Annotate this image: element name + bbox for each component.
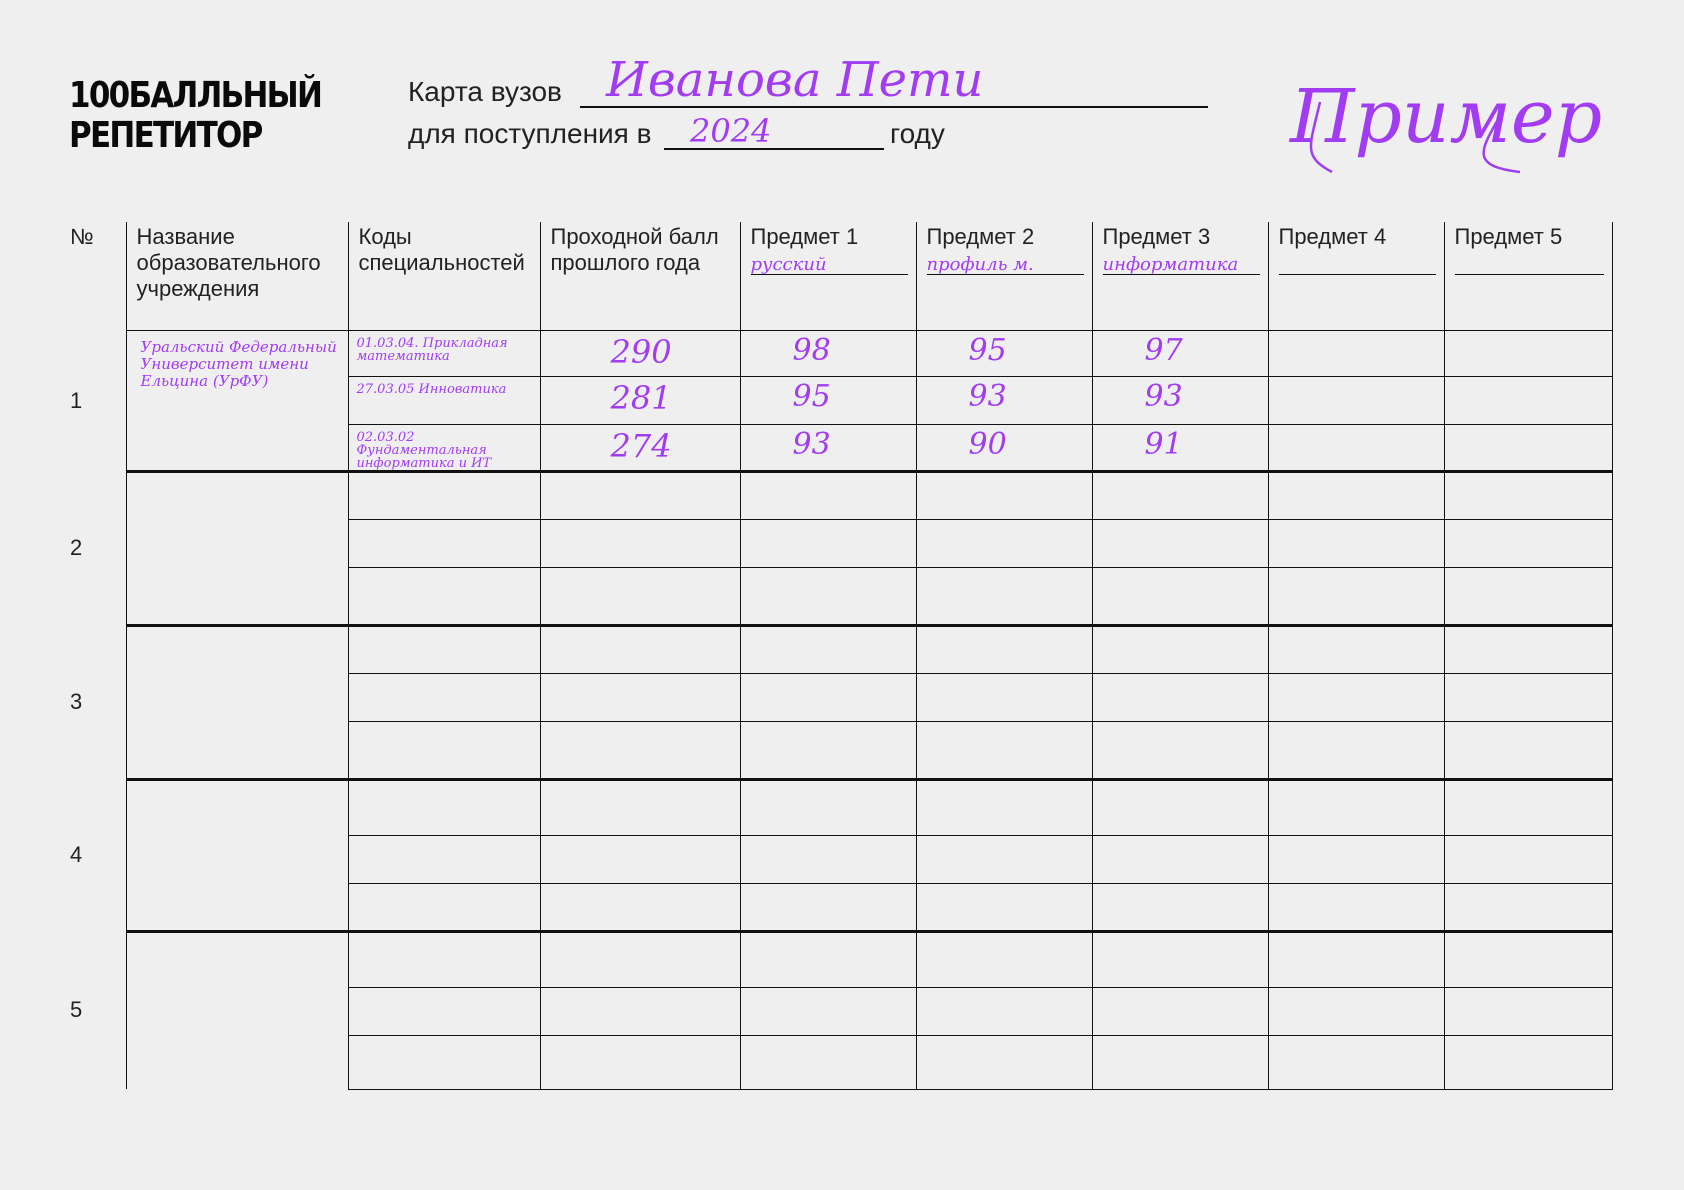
subject-3-cell[interactable] bbox=[1092, 673, 1268, 721]
subject-3-cell[interactable] bbox=[1092, 471, 1268, 519]
institution-cell[interactable] bbox=[126, 471, 348, 625]
institution-cell[interactable] bbox=[126, 931, 348, 1089]
table-header-row bbox=[60, 222, 1612, 330]
stamp-flourish-icon bbox=[1280, 56, 1620, 176]
passing-score-value bbox=[541, 722, 740, 724]
institution-cell[interactable] bbox=[126, 330, 348, 471]
subject-1-value bbox=[741, 781, 916, 783]
subject-1-cell[interactable] bbox=[740, 567, 916, 625]
passing-score-cell[interactable] bbox=[540, 625, 740, 673]
passing-score-cell[interactable] bbox=[540, 931, 740, 987]
header-passing-score: Проходной балл прошлого года bbox=[550, 224, 719, 275]
subject-2-cell[interactable] bbox=[916, 1035, 1092, 1089]
specialty-code-value bbox=[349, 988, 540, 994]
passing-score-cell[interactable] bbox=[540, 567, 740, 625]
passing-score-cell[interactable] bbox=[540, 721, 740, 779]
subject-3-value bbox=[1093, 781, 1268, 783]
subject-3-value bbox=[1093, 884, 1268, 886]
subject-5-value bbox=[1445, 988, 1612, 990]
subject-4-value bbox=[1269, 933, 1444, 935]
passing-score-value bbox=[541, 884, 740, 886]
subject-1-value: 98 bbox=[792, 332, 831, 368]
subject-5-cell[interactable] bbox=[1444, 424, 1612, 471]
subject-1-cell[interactable] bbox=[740, 625, 916, 673]
subject-1-value bbox=[741, 836, 916, 838]
subject-2-value bbox=[917, 988, 1092, 990]
subject-4-cell[interactable] bbox=[1268, 987, 1444, 1035]
specialty-code-value: 27.03.05 Инноватика bbox=[356, 381, 507, 397]
subject-2-cell[interactable] bbox=[916, 721, 1092, 779]
subject-1-cell[interactable] bbox=[740, 779, 916, 835]
subject-2-cell[interactable] bbox=[916, 883, 1092, 931]
subject-4-value bbox=[1269, 377, 1444, 379]
subject-2-value bbox=[917, 520, 1092, 522]
subject-2-value bbox=[917, 1036, 1092, 1038]
subject-1-cell[interactable] bbox=[740, 330, 916, 376]
subject-2-cell[interactable] bbox=[916, 835, 1092, 883]
subject-4-cell[interactable] bbox=[1268, 721, 1444, 779]
subject-4-cell[interactable] bbox=[1268, 673, 1444, 721]
subject-3-value bbox=[1093, 520, 1268, 522]
subject-2-cell[interactable] bbox=[916, 330, 1092, 376]
passing-score-value bbox=[541, 520, 740, 522]
subject-4-value bbox=[1269, 674, 1444, 676]
subject-5-value bbox=[1445, 781, 1612, 783]
title-prefix: Карта вузов bbox=[408, 76, 562, 107]
subject-5-value bbox=[1445, 884, 1612, 886]
subject-2-value: 95 bbox=[968, 332, 1007, 368]
subject-1-cell[interactable] bbox=[740, 835, 916, 883]
example-stamp-text: Пример bbox=[1290, 74, 1603, 160]
subject-1-value: 95 bbox=[792, 378, 831, 414]
subject-1-value bbox=[741, 568, 916, 570]
subject-1-cell[interactable] bbox=[740, 673, 916, 721]
subject-4-value bbox=[1269, 425, 1444, 427]
subject-5-cell[interactable] bbox=[1444, 376, 1612, 424]
passing-score-cell[interactable] bbox=[540, 519, 740, 567]
group-number: 3 bbox=[70, 689, 83, 714]
university-table bbox=[60, 222, 1613, 1090]
subject-3-value bbox=[1093, 674, 1268, 676]
subject-3-cell[interactable] bbox=[1092, 519, 1268, 567]
subject-1-value bbox=[741, 627, 916, 629]
header-subject-3: Предмет 3 bbox=[1102, 224, 1211, 249]
passing-score-cell[interactable] bbox=[540, 424, 740, 471]
passing-score-cell[interactable] bbox=[540, 1035, 740, 1089]
header-subject-1: Предмет 1 bbox=[750, 224, 859, 249]
subject-3-value bbox=[1093, 836, 1268, 838]
subject-name-1: русский bbox=[750, 254, 827, 275]
specialty-code-cell[interactable] bbox=[348, 330, 540, 376]
subject-2-value: 90 bbox=[968, 426, 1007, 462]
specialty-code-value bbox=[349, 933, 540, 939]
student-name: Ивановa Пети bbox=[606, 52, 984, 108]
subject-5-value bbox=[1445, 1036, 1612, 1038]
subject-1-cell[interactable] bbox=[740, 1035, 916, 1089]
passing-score-cell[interactable] bbox=[540, 835, 740, 883]
subject-5-value bbox=[1445, 674, 1612, 676]
subject-4-value bbox=[1269, 627, 1444, 629]
subject-5-cell[interactable] bbox=[1444, 471, 1612, 519]
subject-3-cell[interactable] bbox=[1092, 987, 1268, 1035]
passing-score-value bbox=[541, 781, 740, 783]
subject-4-value bbox=[1269, 568, 1444, 570]
subject-5-value bbox=[1445, 520, 1612, 522]
subject-3-cell[interactable] bbox=[1092, 1035, 1268, 1089]
subject-3-value bbox=[1093, 933, 1268, 935]
subject-5-value bbox=[1445, 722, 1612, 724]
specialty-code-cell[interactable] bbox=[348, 1035, 540, 1089]
subject-1-value bbox=[741, 520, 916, 522]
subject-name-line bbox=[1455, 274, 1604, 275]
subject-4-cell[interactable] bbox=[1268, 424, 1444, 471]
subject-name-line bbox=[1279, 274, 1436, 275]
subject-1-value bbox=[741, 933, 916, 935]
subject-3-value: 91 bbox=[1144, 426, 1183, 462]
subject-2-value: 93 bbox=[968, 378, 1007, 414]
passing-score-cell[interactable] bbox=[540, 376, 740, 424]
subject-3-value bbox=[1093, 1036, 1268, 1038]
title-line2-suffix: году bbox=[890, 118, 945, 149]
specialty-code-value bbox=[349, 781, 540, 787]
header-subject-4: Предмет 4 bbox=[1278, 224, 1387, 249]
header-subject-2: Предмет 2 bbox=[926, 224, 1035, 249]
specialty-code-value: 02.03.02 Фундаментальная информатика и ИТ bbox=[356, 429, 492, 471]
subject-5-value bbox=[1445, 331, 1612, 333]
subject-3-cell[interactable] bbox=[1092, 625, 1268, 673]
subject-1-value bbox=[741, 884, 916, 886]
specialty-code-value bbox=[349, 1036, 540, 1042]
subject-4-value bbox=[1269, 722, 1444, 724]
subject-1-cell[interactable] bbox=[740, 424, 916, 471]
specialty-code-cell[interactable] bbox=[348, 625, 540, 673]
specialty-code-cell[interactable] bbox=[348, 673, 540, 721]
subject-4-cell[interactable] bbox=[1268, 835, 1444, 883]
institution-cell[interactable] bbox=[126, 779, 348, 931]
subject-2-value bbox=[917, 674, 1092, 676]
specialty-code-cell[interactable] bbox=[348, 519, 540, 567]
brand-logo bbox=[69, 75, 322, 156]
subject-4-cell[interactable] bbox=[1268, 567, 1444, 625]
subject-5-value bbox=[1445, 377, 1612, 379]
subject-5-cell[interactable] bbox=[1444, 883, 1612, 931]
passing-score-cell[interactable] bbox=[540, 330, 740, 376]
passing-score-cell[interactable] bbox=[540, 987, 740, 1035]
subject-4-cell[interactable] bbox=[1268, 625, 1444, 673]
specialty-code-cell[interactable] bbox=[348, 376, 540, 424]
passing-score-value bbox=[541, 674, 740, 676]
subject-4-value bbox=[1269, 836, 1444, 838]
subject-5-value bbox=[1445, 425, 1612, 427]
table-row bbox=[60, 471, 1612, 519]
subject-5-cell[interactable] bbox=[1444, 1035, 1612, 1089]
subject-5-value bbox=[1445, 836, 1612, 838]
header-number: № bbox=[70, 224, 94, 249]
passing-score-cell[interactable] bbox=[540, 673, 740, 721]
subject-1-cell[interactable] bbox=[740, 931, 916, 987]
subject-2-value bbox=[917, 627, 1092, 629]
subject-5-cell[interactable] bbox=[1444, 835, 1612, 883]
subject-1-cell[interactable] bbox=[740, 376, 916, 424]
subject-2-value bbox=[917, 568, 1092, 570]
specialty-code-cell[interactable] bbox=[348, 883, 540, 931]
subject-1-cell[interactable] bbox=[740, 883, 916, 931]
subject-5-cell[interactable] bbox=[1444, 673, 1612, 721]
subject-2-cell[interactable] bbox=[916, 779, 1092, 835]
subject-5-cell[interactable] bbox=[1444, 519, 1612, 567]
subject-4-value bbox=[1269, 473, 1444, 475]
subject-4-value bbox=[1269, 884, 1444, 886]
subject-1-value bbox=[741, 722, 916, 724]
subject-4-cell[interactable] bbox=[1268, 519, 1444, 567]
subject-5-value bbox=[1445, 568, 1612, 570]
specialty-code-value bbox=[349, 627, 540, 633]
specialty-code-value bbox=[349, 674, 540, 680]
passing-score-cell[interactable] bbox=[540, 471, 740, 519]
specialty-code-cell[interactable] bbox=[348, 721, 540, 779]
specialty-code-value bbox=[349, 836, 540, 842]
passing-score-value: 290 bbox=[610, 332, 672, 371]
passing-score-value bbox=[541, 933, 740, 935]
subject-3-value: 97 bbox=[1144, 332, 1183, 368]
subject-2-value bbox=[917, 722, 1092, 724]
logo-line-1: 100БАЛЛЬНЫЙ bbox=[69, 75, 322, 116]
subject-4-cell[interactable] bbox=[1268, 1035, 1444, 1089]
passing-score-value bbox=[541, 473, 740, 475]
subject-3-cell[interactable] bbox=[1092, 376, 1268, 424]
specialty-code-value bbox=[349, 568, 540, 574]
subject-3-cell[interactable] bbox=[1092, 931, 1268, 987]
subject-4-cell[interactable] bbox=[1268, 779, 1444, 835]
table-row bbox=[60, 931, 1612, 987]
subject-1-value: 93 bbox=[792, 426, 831, 462]
subject-2-cell[interactable] bbox=[916, 987, 1092, 1035]
subject-3-cell[interactable] bbox=[1092, 330, 1268, 376]
group-number: 4 bbox=[70, 842, 83, 867]
passing-score-value bbox=[541, 836, 740, 838]
subject-4-value bbox=[1269, 781, 1444, 783]
subject-2-cell[interactable] bbox=[916, 931, 1092, 987]
passing-score-value: 274 bbox=[610, 426, 672, 465]
subject-5-cell[interactable] bbox=[1444, 779, 1612, 835]
subject-5-cell[interactable] bbox=[1444, 330, 1612, 376]
passing-score-value bbox=[541, 1036, 740, 1038]
subject-3-value bbox=[1093, 568, 1268, 570]
subject-3-cell[interactable] bbox=[1092, 721, 1268, 779]
subject-3-value bbox=[1093, 722, 1268, 724]
subject-4-cell[interactable] bbox=[1268, 376, 1444, 424]
specialty-code-cell[interactable] bbox=[348, 779, 540, 835]
subject-2-value bbox=[917, 836, 1092, 838]
example-stamp bbox=[1280, 56, 1620, 176]
header-subject-5: Предмет 5 bbox=[1454, 224, 1563, 249]
institution-name: Уральский Федеральный Университет имени Ельцина (УрФУ) bbox=[140, 337, 337, 390]
subject-3-cell[interactable] bbox=[1092, 424, 1268, 471]
specialty-code-cell[interactable] bbox=[348, 987, 540, 1035]
table-row bbox=[60, 625, 1612, 673]
subject-4-value bbox=[1269, 520, 1444, 522]
subject-2-value bbox=[917, 781, 1092, 783]
table-row bbox=[60, 779, 1612, 835]
subject-name-3: информатика bbox=[1102, 254, 1239, 275]
subject-2-cell[interactable] bbox=[916, 424, 1092, 471]
subject-4-value bbox=[1269, 1036, 1444, 1038]
specialty-code-cell[interactable] bbox=[348, 424, 540, 471]
passing-score-value bbox=[541, 988, 740, 990]
title-line2-prefix: для поступления в bbox=[408, 118, 652, 149]
subject-5-value bbox=[1445, 933, 1612, 935]
specialty-code-value bbox=[349, 722, 540, 728]
subject-5-cell[interactable] bbox=[1444, 721, 1612, 779]
subject-3-cell[interactable] bbox=[1092, 567, 1268, 625]
specialty-code-cell[interactable] bbox=[348, 835, 540, 883]
subject-3-value bbox=[1093, 627, 1268, 629]
passing-score-cell[interactable] bbox=[540, 883, 740, 931]
subject-5-cell[interactable] bbox=[1444, 987, 1612, 1035]
subject-4-cell[interactable] bbox=[1268, 931, 1444, 987]
subject-3-cell[interactable] bbox=[1092, 779, 1268, 835]
specialty-code-cell[interactable] bbox=[348, 471, 540, 519]
specialty-code-value bbox=[349, 473, 540, 479]
subject-2-value bbox=[917, 884, 1092, 886]
subject-2-cell[interactable] bbox=[916, 673, 1092, 721]
subject-4-cell[interactable] bbox=[1268, 883, 1444, 931]
specialty-code-cell[interactable] bbox=[348, 567, 540, 625]
specialty-code-cell[interactable] bbox=[348, 931, 540, 987]
subject-1-value bbox=[741, 473, 916, 475]
subject-3-cell[interactable] bbox=[1092, 883, 1268, 931]
subject-name-2: профиль м. bbox=[926, 254, 1034, 275]
subject-4-value bbox=[1269, 331, 1444, 333]
group-number: 2 bbox=[70, 535, 83, 560]
group-number: 5 bbox=[70, 997, 83, 1022]
subject-1-cell[interactable] bbox=[740, 471, 916, 519]
logo-line-2: РЕПЕТИТОР bbox=[69, 115, 262, 156]
subject-4-cell[interactable] bbox=[1268, 330, 1444, 376]
subject-3-cell[interactable] bbox=[1092, 835, 1268, 883]
subject-1-cell[interactable] bbox=[740, 519, 916, 567]
subject-2-cell[interactable] bbox=[916, 625, 1092, 673]
specialty-code-value: 01.03.04. Прикладная математика bbox=[356, 335, 508, 364]
subject-3-value: 93 bbox=[1144, 378, 1183, 414]
header-institution: Название образовательного учреждения bbox=[136, 224, 321, 301]
subject-2-value bbox=[917, 473, 1092, 475]
subject-1-value bbox=[741, 674, 916, 676]
subject-2-cell[interactable] bbox=[916, 471, 1092, 519]
subject-4-value bbox=[1269, 988, 1444, 990]
institution-cell[interactable] bbox=[126, 625, 348, 779]
specialty-code-value bbox=[349, 884, 540, 890]
subject-5-cell[interactable] bbox=[1444, 931, 1612, 987]
table-row bbox=[60, 330, 1612, 376]
year-value: 2024 bbox=[690, 112, 772, 150]
subject-1-value bbox=[741, 1036, 916, 1038]
subject-3-value bbox=[1093, 473, 1268, 475]
header-specialty-codes: Коды специальностей bbox=[358, 224, 525, 275]
subject-5-value bbox=[1445, 473, 1612, 475]
subject-1-cell[interactable] bbox=[740, 721, 916, 779]
subject-2-value bbox=[917, 933, 1092, 935]
group-number: 1 bbox=[70, 387, 83, 413]
subject-5-cell[interactable] bbox=[1444, 567, 1612, 625]
passing-score-value bbox=[541, 568, 740, 570]
subject-5-value bbox=[1445, 627, 1612, 629]
passing-score-cell[interactable] bbox=[540, 779, 740, 835]
subject-1-cell[interactable] bbox=[740, 987, 916, 1035]
subject-2-cell[interactable] bbox=[916, 519, 1092, 567]
subject-1-value bbox=[741, 988, 916, 990]
subject-2-cell[interactable] bbox=[916, 567, 1092, 625]
subject-2-cell[interactable] bbox=[916, 376, 1092, 424]
subject-3-value bbox=[1093, 988, 1268, 990]
subject-5-cell[interactable] bbox=[1444, 625, 1612, 673]
passing-score-value: 281 bbox=[610, 378, 672, 417]
specialty-code-value bbox=[349, 520, 540, 526]
subject-4-cell[interactable] bbox=[1268, 471, 1444, 519]
passing-score-value bbox=[541, 627, 740, 629]
